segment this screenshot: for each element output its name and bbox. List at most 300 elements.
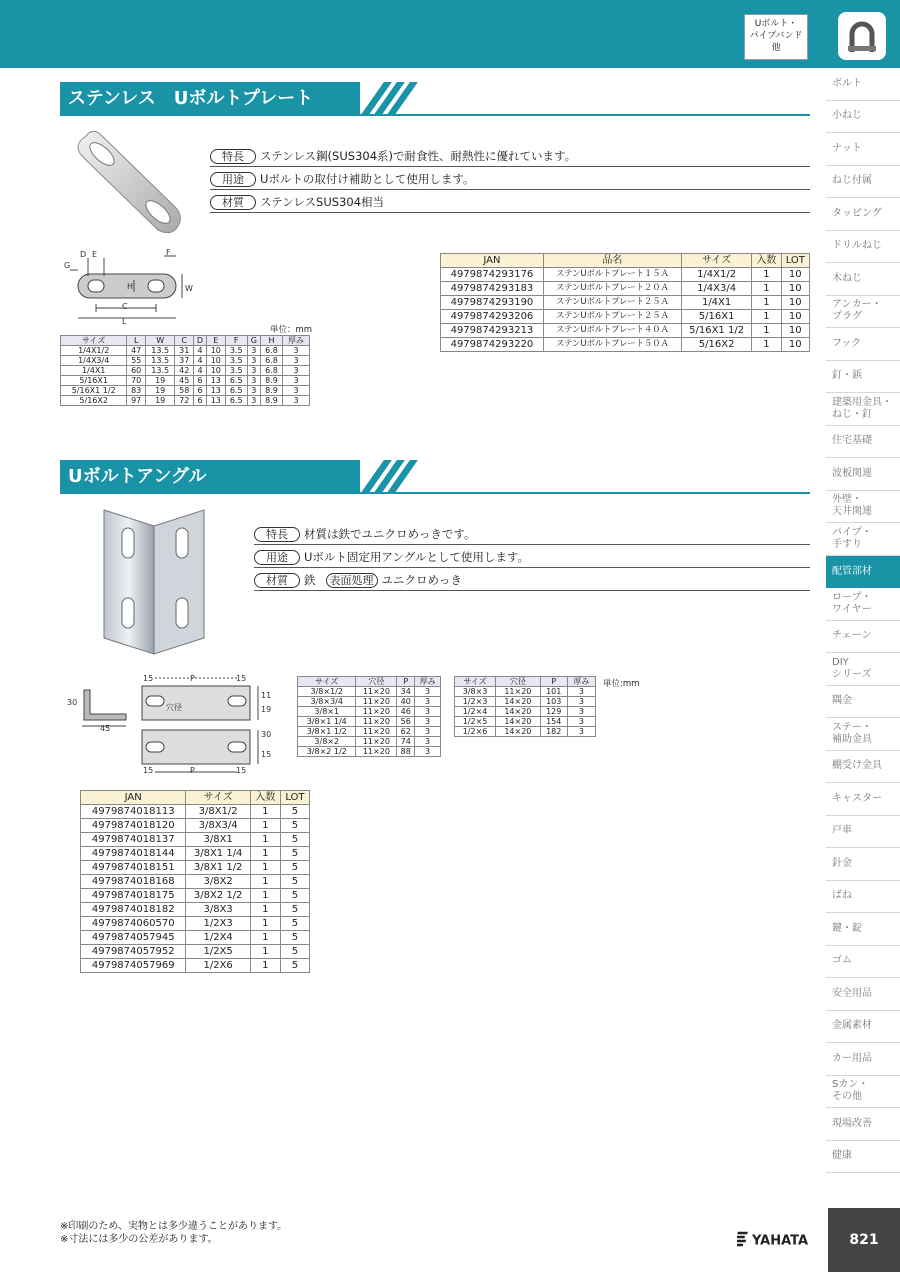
section-rule [60, 492, 810, 494]
column-header: H [260, 336, 282, 346]
column-header: P [540, 677, 567, 687]
table-cell: 8.9 [260, 386, 282, 396]
table-cell: 4 [194, 366, 207, 376]
sidebar-item[interactable]: ステー・ 補助金具 [826, 718, 900, 751]
table-cell: 5/16X2 [61, 396, 127, 406]
table-row [455, 687, 596, 697]
table-cell: 1 [250, 847, 280, 861]
table-row [61, 386, 310, 396]
sidebar-item[interactable]: 建築用金具・ ねじ・釘 [826, 393, 900, 426]
feature-tag: 特長 [210, 149, 256, 164]
table-cell: 6.8 [260, 366, 282, 376]
dim-label: 15 [236, 674, 247, 683]
dim-label-f: F [166, 248, 171, 257]
table-cell: 3 [415, 727, 441, 737]
table-cell: 83 [127, 386, 146, 396]
table-row [441, 338, 810, 352]
table-cell: 11×20 [496, 687, 541, 697]
feature-text: Uボルト固定用アングルとして使用します。 [304, 550, 529, 564]
sidebar-item[interactable]: Sカン・ その他 [826, 1076, 900, 1109]
table-cell: 1/4X3/4 [61, 356, 127, 366]
table-cell: 5 [280, 931, 309, 945]
sidebar-item[interactable]: ゴム [826, 946, 900, 979]
feature-row [254, 549, 810, 568]
feature-text: 材質は鉄でユニクロめっきです。 [304, 527, 476, 541]
table-row [441, 296, 810, 310]
table-cell: 5/16X1 [681, 310, 751, 324]
table-cell: 6.5 [225, 376, 247, 386]
sidebar-item[interactable]: 健康 [826, 1141, 900, 1174]
table-cell: 10 [781, 282, 809, 296]
table-cell: 1 [250, 931, 280, 945]
table-cell: 8.9 [260, 376, 282, 386]
table-cell: 37 [175, 356, 194, 366]
sidebar-item[interactable]: ナット [826, 133, 900, 166]
table-cell: 3/8×3/4 [298, 697, 356, 707]
table-cell: 47 [127, 346, 146, 356]
table-cell: 1/2X4 [186, 931, 250, 945]
table-cell: 31 [175, 346, 194, 356]
sidebar-item[interactable]: 釘・鋲 [826, 361, 900, 394]
category-line: 他 [771, 43, 781, 53]
dim-label-g: G [64, 261, 71, 270]
feature-text: 鉄 [304, 573, 316, 587]
table-cell: 3 [415, 747, 441, 757]
dim-label: 穴径 [166, 703, 182, 712]
table-cell: 11×20 [356, 717, 397, 727]
table-row [61, 396, 310, 406]
table-row [298, 727, 441, 737]
table-cell: 62 [397, 727, 415, 737]
dim-label: 15 [143, 674, 154, 683]
table-row [81, 945, 310, 959]
feature-row [254, 572, 810, 591]
column-header: 厚み [567, 677, 595, 687]
column-header: サイズ [186, 791, 250, 805]
table-row [81, 889, 310, 903]
u-bolt-icon [838, 12, 886, 60]
feature-tag: 用途 [210, 172, 256, 187]
table-cell: 1 [250, 903, 280, 917]
table-cell: 3 [247, 396, 260, 406]
table-cell: 4979874293206 [441, 310, 544, 324]
dim-label: 15 [261, 750, 272, 759]
table-row [298, 707, 441, 717]
table-cell: 1/2×4 [455, 707, 496, 717]
sidebar-item[interactable]: 針金 [826, 848, 900, 881]
table-cell: 5/16X1 1/2 [61, 386, 127, 396]
table-cell: 4979874018137 [81, 833, 186, 847]
table-cell: 3 [283, 396, 310, 406]
column-header: JAN [441, 254, 544, 268]
plate-spec-table [60, 335, 310, 406]
column-header: 品名 [543, 254, 681, 268]
sidebar-item[interactable]: ねじ付属 [826, 166, 900, 199]
table-cell: 3/8×1 [298, 707, 356, 717]
table-cell: 3/8×3 [455, 687, 496, 697]
table-row [81, 847, 310, 861]
table-cell: 1/4X1/2 [681, 268, 751, 282]
table-row [298, 737, 441, 747]
feature-text: ステンレスSUS304相当 [260, 195, 385, 209]
table-cell: 11×20 [356, 687, 397, 697]
table-cell: 13.5 [145, 356, 174, 366]
table-row [298, 697, 441, 707]
table-cell: 3/8×2 [298, 737, 356, 747]
table-cell: 4979874018151 [81, 861, 186, 875]
table-cell: 3/8×1 1/2 [298, 727, 356, 737]
column-header: 穴径 [356, 677, 397, 687]
table-cell: 4979874293213 [441, 324, 544, 338]
table-cell: 10 [781, 296, 809, 310]
table-cell: 42 [175, 366, 194, 376]
table-cell: ステンUボルトプレート１５Ａ [543, 268, 681, 282]
table-cell: 74 [397, 737, 415, 747]
table-cell: 1/4X1 [681, 296, 751, 310]
table-cell: 3/8×1/2 [298, 687, 356, 697]
sidebar-item[interactable]: 棚受け金具 [826, 751, 900, 784]
product-image-plate [66, 126, 186, 236]
table-cell: 5/16X1 1/2 [681, 324, 751, 338]
sidebar-item[interactable]: 住宅基礎 [826, 426, 900, 459]
feature-row [210, 194, 810, 213]
table-cell: 3 [567, 717, 595, 727]
table-cell: 3/8X2 1/2 [186, 889, 250, 903]
angle-dimension-diagram [60, 672, 290, 782]
table-cell: 4979874018182 [81, 903, 186, 917]
column-header: 入数 [752, 254, 781, 268]
column-header: P [397, 677, 415, 687]
table-cell: 3 [567, 697, 595, 707]
table-cell: 19 [145, 376, 174, 386]
table-cell: 3 [283, 376, 310, 386]
feature-row [210, 171, 810, 190]
table-cell: 1 [250, 833, 280, 847]
table-cell: 5 [280, 819, 309, 833]
column-header: C [175, 336, 194, 346]
column-header: W [145, 336, 174, 346]
table-cell: 70 [127, 376, 146, 386]
table-cell: 4979874057952 [81, 945, 186, 959]
table-cell: 3.5 [225, 366, 247, 376]
table-cell: 1/2X3 [186, 917, 250, 931]
table-cell: 3 [283, 386, 310, 396]
dim-label: 30 [67, 698, 78, 707]
sidebar-item[interactable]: 波板関連 [826, 458, 900, 491]
table-row [441, 268, 810, 282]
sidebar-item[interactable]: 金属素材 [826, 1011, 900, 1044]
table-cell: 3 [247, 346, 260, 356]
sidebar-item[interactable]: チェーン [826, 621, 900, 654]
product-image-angle [96, 506, 216, 658]
column-header: JAN [81, 791, 186, 805]
sidebar-item[interactable]: 外壁・ 天井関連 [826, 491, 900, 524]
column-header: 厚み [415, 677, 441, 687]
table-cell: 10 [781, 324, 809, 338]
sidebar-item[interactable]: タッピング [826, 198, 900, 231]
table-cell: 4979874018175 [81, 889, 186, 903]
table-row [298, 717, 441, 727]
table-row [81, 833, 310, 847]
table-cell: 3/8X1 [186, 833, 250, 847]
table-cell: 6 [194, 376, 207, 386]
sidebar-nav [826, 68, 900, 1208]
table-cell: ステンUボルトプレート４０Ａ [543, 324, 681, 338]
table-cell: 1 [250, 861, 280, 875]
table-cell: 1 [752, 338, 781, 352]
sidebar-item[interactable]: キャスター [826, 783, 900, 816]
column-header: G [247, 336, 260, 346]
table-row [81, 931, 310, 945]
dim-label: 30 [261, 730, 272, 739]
dim-label-l: L [122, 317, 127, 326]
column-header: サイズ [681, 254, 751, 268]
column-header: LOT [781, 254, 809, 268]
sidebar-item[interactable]: DIY シリーズ [826, 653, 900, 686]
table-cell: 129 [540, 707, 567, 717]
dim-label-c: C [122, 302, 128, 311]
unit-label: 単位:mm [603, 679, 640, 689]
page-number: 821 [828, 1208, 900, 1272]
dim-label-w: W [185, 284, 193, 293]
table-cell: 3 [247, 376, 260, 386]
table-cell: 1 [752, 268, 781, 282]
angle-jan-table [80, 790, 310, 973]
table-cell: 3/8×1 1/4 [298, 717, 356, 727]
table-cell: 5 [280, 945, 309, 959]
table-cell: 5 [280, 917, 309, 931]
table-cell: 1 [250, 917, 280, 931]
table-cell: 56 [397, 717, 415, 727]
column-header: サイズ [298, 677, 356, 687]
table-cell: 1/2×3 [455, 697, 496, 707]
category-box [744, 14, 808, 60]
table-cell: 1 [752, 296, 781, 310]
table-cell: 14×20 [496, 697, 541, 707]
column-header: LOT [280, 791, 309, 805]
table-cell: 14×20 [496, 707, 541, 717]
table-cell: 3 [415, 717, 441, 727]
table-cell: 4979874057969 [81, 959, 186, 973]
column-header: F [225, 336, 247, 346]
table-cell: 13 [206, 396, 225, 406]
dim-label-d: D [80, 250, 87, 259]
table-row [81, 903, 310, 917]
table-header-row [441, 254, 810, 268]
unit-label: 単位：mm [270, 325, 313, 335]
table-cell: 4979874018113 [81, 805, 186, 819]
table-cell: 40 [397, 697, 415, 707]
sidebar-item[interactable]: 隅金 [826, 686, 900, 719]
table-cell: 1 [250, 875, 280, 889]
table-cell: ステンUボルトプレート５０Ａ [543, 338, 681, 352]
table-cell: 13 [206, 386, 225, 396]
table-cell: 11×20 [356, 697, 397, 707]
feature-row [254, 526, 810, 545]
sidebar-item[interactable]: 戸車 [826, 816, 900, 849]
table-row [81, 917, 310, 931]
dim-label: 45 [100, 724, 111, 733]
table-header-row [455, 677, 596, 687]
table-cell: 5 [280, 889, 309, 903]
table-cell: 1/2X5 [186, 945, 250, 959]
feature-tag: 特長 [254, 527, 300, 542]
table-cell: 1 [752, 282, 781, 296]
table-cell: 34 [397, 687, 415, 697]
table-cell: 3/8X3/4 [186, 819, 250, 833]
table-cell: 4979874293190 [441, 296, 544, 310]
table-cell: 5 [280, 861, 309, 875]
section-rule [60, 114, 810, 116]
feature-text: Uボルトの取付け補助として使用します。 [260, 172, 475, 186]
table-cell: 3 [567, 687, 595, 697]
category-line: パイプバンド [749, 31, 803, 41]
table-cell: 3 [415, 697, 441, 707]
table-cell: 4 [194, 346, 207, 356]
table-cell: 3/8X2 [186, 875, 250, 889]
table-cell: 11×20 [356, 727, 397, 737]
table-cell: 6 [194, 386, 207, 396]
dim-label: 15 [143, 766, 154, 775]
sidebar-item[interactable]: パイプ・ 手すり [826, 523, 900, 556]
table-cell: 5 [280, 805, 309, 819]
table-cell: 1 [752, 310, 781, 324]
table-cell: 4979874018120 [81, 819, 186, 833]
table-cell: 3 [283, 346, 310, 356]
sidebar-item[interactable]: ロープ・ ワイヤー [826, 588, 900, 621]
sidebar-item[interactable]: 小ねじ [826, 101, 900, 134]
sidebar-item[interactable]: 安全用品 [826, 978, 900, 1011]
table-cell: 101 [540, 687, 567, 697]
table-cell: 14×20 [496, 717, 541, 727]
sidebar-item[interactable]: ドリルねじ [826, 231, 900, 264]
table-cell: 1 [250, 819, 280, 833]
table-cell: 3.5 [225, 356, 247, 366]
table-cell: 3/8X1 1/4 [186, 847, 250, 861]
table-cell: 5/16X1 [61, 376, 127, 386]
category-line: Uボルト・ [754, 19, 798, 29]
table-row [81, 819, 310, 833]
feature-text: ユニクロめっき [381, 573, 462, 587]
table-row [81, 861, 310, 875]
column-header: D [194, 336, 207, 346]
feature-row [210, 148, 810, 167]
sidebar-item[interactable]: ボルト [826, 68, 900, 101]
dim-label: P [190, 766, 195, 775]
dim-label-e: E [92, 250, 98, 259]
table-row [298, 687, 441, 697]
table-cell: 154 [540, 717, 567, 727]
table-cell: 19 [145, 386, 174, 396]
sidebar-item[interactable]: 木ねじ [826, 263, 900, 296]
table-cell: 4979874060570 [81, 917, 186, 931]
dim-label: 11 [261, 691, 272, 700]
feature-tag: 材質 [254, 573, 300, 588]
table-cell: 4979874018168 [81, 875, 186, 889]
table-cell: 1/2×5 [455, 717, 496, 727]
table-row [455, 717, 596, 727]
table-cell: 10 [206, 366, 225, 376]
feature-tag: 材質 [210, 195, 256, 210]
table-cell: 5 [280, 875, 309, 889]
table-row [441, 310, 810, 324]
table-cell: 3 [415, 707, 441, 717]
table-cell: 10 [781, 268, 809, 282]
table-cell: 97 [127, 396, 146, 406]
table-cell: 182 [540, 727, 567, 737]
sidebar-item[interactable]: 配管部材 [826, 556, 900, 589]
table-header-row [298, 677, 441, 687]
table-cell: 14×20 [496, 727, 541, 737]
table-cell: 4979874057945 [81, 931, 186, 945]
table-row [61, 356, 310, 366]
table-cell: 88 [397, 747, 415, 757]
table-cell: 1/2X6 [186, 959, 250, 973]
sidebar-item[interactable]: アンカー・ プラグ [826, 296, 900, 329]
table-cell: 6 [194, 396, 207, 406]
table-row [441, 324, 810, 338]
column-header: L [127, 336, 146, 346]
sidebar-item[interactable]: 現場改善 [826, 1108, 900, 1141]
table-cell: 6.8 [260, 356, 282, 366]
footnote: ※印刷のため、実物とは多少違うことがあります。 [60, 1221, 288, 1232]
table-cell: 3 [247, 386, 260, 396]
table-cell: 5/16X2 [681, 338, 751, 352]
table-cell: 3 [283, 356, 310, 366]
table-cell: 1/4X1/2 [61, 346, 127, 356]
table-cell: 8.9 [260, 396, 282, 406]
dim-label-h: H [127, 282, 134, 291]
table-header-row [61, 336, 310, 346]
brand-name: YAHATA [752, 1233, 809, 1249]
table-cell: 3 [247, 366, 260, 376]
table-cell: 4979874293176 [441, 268, 544, 282]
table-row [81, 875, 310, 889]
table-header-row [81, 791, 310, 805]
table-cell: 3/8X1 1/2 [186, 861, 250, 875]
table-cell: 1 [250, 889, 280, 903]
table-cell: 3/8X3 [186, 903, 250, 917]
table-cell: 3/8X1/2 [186, 805, 250, 819]
sidebar-item[interactable]: カー用品 [826, 1043, 900, 1076]
table-row [455, 707, 596, 717]
table-cell: 11×20 [356, 707, 397, 717]
dim-label: 19 [261, 705, 272, 714]
table-cell: 11×20 [356, 747, 397, 757]
table-cell: 3 [247, 356, 260, 366]
column-header: 穴径 [496, 677, 541, 687]
sidebar-item[interactable]: フック [826, 328, 900, 361]
table-cell: 10 [781, 338, 809, 352]
table-cell: 55 [127, 356, 146, 366]
angle-spec-table-a [297, 676, 441, 757]
sidebar-item[interactable]: 鍵・錠 [826, 913, 900, 946]
table-cell: 3 [567, 727, 595, 737]
table-cell: 60 [127, 366, 146, 376]
column-header: E [206, 336, 225, 346]
table-cell: ステンUボルトプレート２０Ａ [543, 282, 681, 296]
column-header: 入数 [250, 791, 280, 805]
table-cell: 1/2×6 [455, 727, 496, 737]
table-cell: 13.5 [145, 366, 174, 376]
section-title-plate: ステンレス Uボルトプレート [60, 82, 360, 116]
table-cell: 4979874293183 [441, 282, 544, 296]
column-header: サイズ [455, 677, 496, 687]
table-cell: 13.5 [145, 346, 174, 356]
table-cell: 6.8 [260, 346, 282, 356]
table-cell: 3 [415, 687, 441, 697]
sidebar-item[interactable]: ばね [826, 881, 900, 914]
